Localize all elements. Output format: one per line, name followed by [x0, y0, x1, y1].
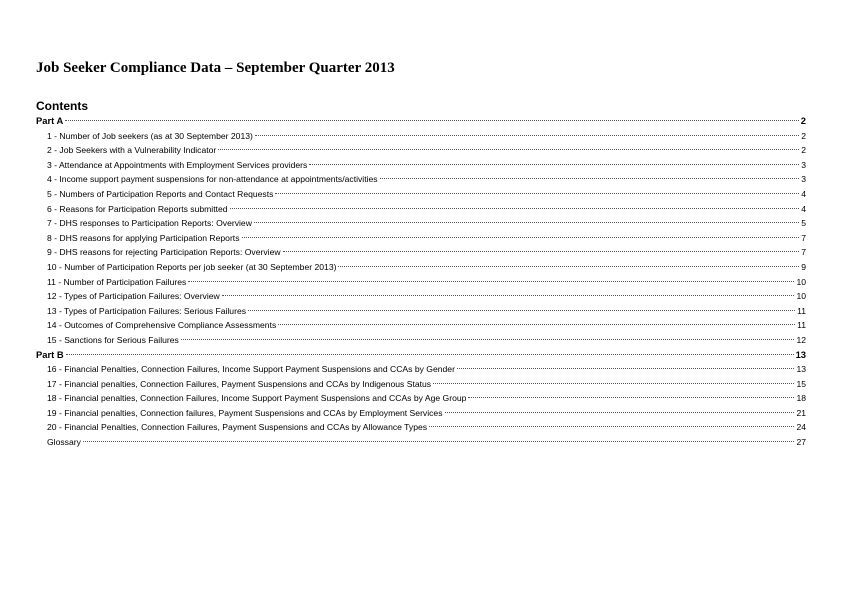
toc-entry-label[interactable]: Glossary: [47, 437, 81, 448]
toc-dot-leader: [275, 193, 799, 194]
toc-entry-label[interactable]: 15 - Sanctions for Serious Failures: [47, 334, 179, 345]
toc-entry-label[interactable]: 1 - Number of Job seekers (as at 30 September 2013): [47, 130, 253, 141]
toc-entry-label[interactable]: 2 - Job Seekers with a Vulnerability Indicator: [47, 145, 217, 156]
toc-entry[interactable]: [36, 172, 806, 187]
toc-entry[interactable]: [36, 420, 806, 435]
toc-entry[interactable]: [36, 216, 806, 231]
toc-dot-leader: [338, 266, 799, 267]
toc-entry-label[interactable]: 11 - Number of Participation Failures: [47, 276, 187, 287]
toc-entry-label[interactable]: 14 - Outcomes of Comprehensive Compliance Assessments: [47, 320, 277, 331]
toc-entry-label[interactable]: 19 - Financial penalties, Connection failures, Payment Suspensions and CCAs by Employment Services: [47, 407, 443, 418]
toc-entry[interactable]: [36, 304, 806, 319]
toc-page-number[interactable]: 4: [801, 188, 806, 199]
toc-entry-label[interactable]: 9 - DHS reasons for rejecting Participation Reports: Overview: [47, 247, 281, 258]
toc-dot-leader: [457, 368, 794, 369]
toc-entry[interactable]: [36, 318, 806, 333]
toc-page-number[interactable]: 2: [800, 115, 806, 126]
toc-page-number[interactable]: 2: [801, 145, 806, 156]
toc-dot-leader: [445, 412, 795, 413]
toc-dot-leader: [433, 383, 794, 384]
toc-page-number[interactable]: 5: [801, 218, 806, 229]
toc-entry-label[interactable]: 8 - DHS reasons for applying Participation Reports: [47, 232, 240, 243]
toc-dot-leader: [278, 324, 795, 325]
toc-page-number[interactable]: 9: [801, 261, 806, 272]
toc-page-number[interactable]: 13: [795, 348, 806, 360]
toc-entry-label[interactable]: 20 - Financial Penalties, Connection Failures, Payment Suspensions and CCAs by Allowance Types: [47, 422, 428, 433]
toc-dot-leader: [66, 354, 794, 355]
toc-entry-label[interactable]: 12 - Types of Participation Failures: Overview: [47, 291, 220, 302]
toc-entry-label[interactable]: 18 - Financial penalties, Connection Failures, Income Support Payment Suspensions and CCAs by Age Group: [47, 393, 467, 404]
toc-entry[interactable]: [36, 129, 806, 144]
toc-page-number[interactable]: 10: [796, 291, 806, 302]
toc-entry-label[interactable]: Part A: [36, 115, 64, 126]
toc-page-number[interactable]: 7: [801, 247, 806, 258]
toc-entry-label[interactable]: 5 - Numbers of Participation Reports and Contact Requests: [47, 188, 274, 199]
toc-part-heading[interactable]: [36, 348, 806, 363]
toc-entry[interactable]: [36, 391, 806, 406]
document-title: Job Seeker Compliance Data – September Quarter 2013: [36, 60, 395, 76]
toc-page-number[interactable]: 24: [796, 422, 806, 433]
toc-entry-label[interactable]: 3 - Attendance at Appointments with Employment Services providers: [47, 159, 308, 170]
toc-entry[interactable]: [36, 143, 806, 158]
toc-dot-leader: [242, 237, 800, 238]
toc-entry[interactable]: [36, 289, 806, 304]
toc-entry-label[interactable]: Part B: [36, 348, 64, 360]
toc-entry-label[interactable]: 16 - Financial Penalties, Connection Failures, Income Support Payment Suspensions and CCAs by Gender: [47, 364, 455, 375]
toc-page-number[interactable]: 21: [796, 407, 806, 418]
toc-page-number[interactable]: 4: [801, 203, 806, 214]
toc-dot-leader: [380, 178, 800, 179]
toc-entry[interactable]: [36, 158, 806, 173]
toc-entry[interactable]: [36, 275, 806, 290]
toc-entry-label[interactable]: 6 - Reasons for Participation Reports submitted: [47, 203, 228, 214]
toc-page-number[interactable]: 7: [801, 232, 806, 243]
toc-page-number[interactable]: 27: [796, 437, 806, 448]
toc-entry[interactable]: [36, 362, 806, 377]
toc-page-number[interactable]: 15: [796, 378, 806, 389]
toc-dot-leader: [188, 281, 794, 282]
toc-page-number[interactable]: 11: [797, 305, 806, 316]
toc-entry[interactable]: [36, 245, 806, 260]
toc-entry-label[interactable]: 17 - Financial penalties, Connection Failures, Payment Suspensions and CCAs by Indigenous Status: [47, 378, 432, 389]
toc-entry[interactable]: [36, 187, 806, 202]
toc-entry-label[interactable]: 10 - Number of Participation Reports per job seeker (at 30 September 2013): [47, 261, 337, 272]
toc-dot-leader: [248, 310, 795, 311]
toc-dot-leader: [283, 251, 800, 252]
toc-dot-leader: [255, 135, 799, 136]
toc-page-number[interactable]: 10: [796, 276, 806, 287]
toc-dot-leader: [181, 339, 795, 340]
toc-page-number[interactable]: 2: [801, 130, 806, 141]
toc-entry-label[interactable]: 13 - Types of Participation Failures: Serious Failures: [47, 305, 247, 316]
toc-entry-label[interactable]: 7 - DHS responses to Participation Reports: Overview: [47, 218, 252, 229]
toc-dot-leader: [468, 397, 794, 398]
toc-page-number[interactable]: 3: [801, 174, 806, 185]
toc-dot-leader: [254, 222, 799, 223]
toc-entry[interactable]: [36, 377, 806, 392]
toc-part-heading[interactable]: [36, 114, 806, 129]
toc-dot-leader: [65, 120, 799, 121]
toc-dot-leader: [429, 426, 794, 427]
toc-entry[interactable]: [36, 406, 806, 421]
table-of-contents: [36, 114, 806, 450]
toc-dot-leader: [218, 149, 799, 150]
toc-page-number[interactable]: 12: [796, 334, 806, 345]
contents-heading: Contents: [36, 99, 88, 113]
toc-dot-leader: [222, 295, 795, 296]
toc-entry[interactable]: [36, 231, 806, 246]
toc-page-number[interactable]: 13: [796, 364, 806, 375]
toc-page-number[interactable]: 11: [797, 320, 806, 331]
toc-entry[interactable]: [36, 260, 806, 275]
toc-dot-leader: [230, 208, 800, 209]
toc-dot-leader: [309, 164, 799, 165]
toc-entry[interactable]: [36, 435, 806, 450]
toc-entry-label[interactable]: 4 - Income support payment suspensions for non-attendance at appointments/activities: [47, 174, 378, 185]
toc-page-number[interactable]: 18: [796, 393, 806, 404]
toc-entry[interactable]: [36, 202, 806, 217]
toc-dot-leader: [83, 441, 795, 442]
toc-entry[interactable]: [36, 333, 806, 348]
toc-page-number[interactable]: 3: [801, 159, 806, 170]
